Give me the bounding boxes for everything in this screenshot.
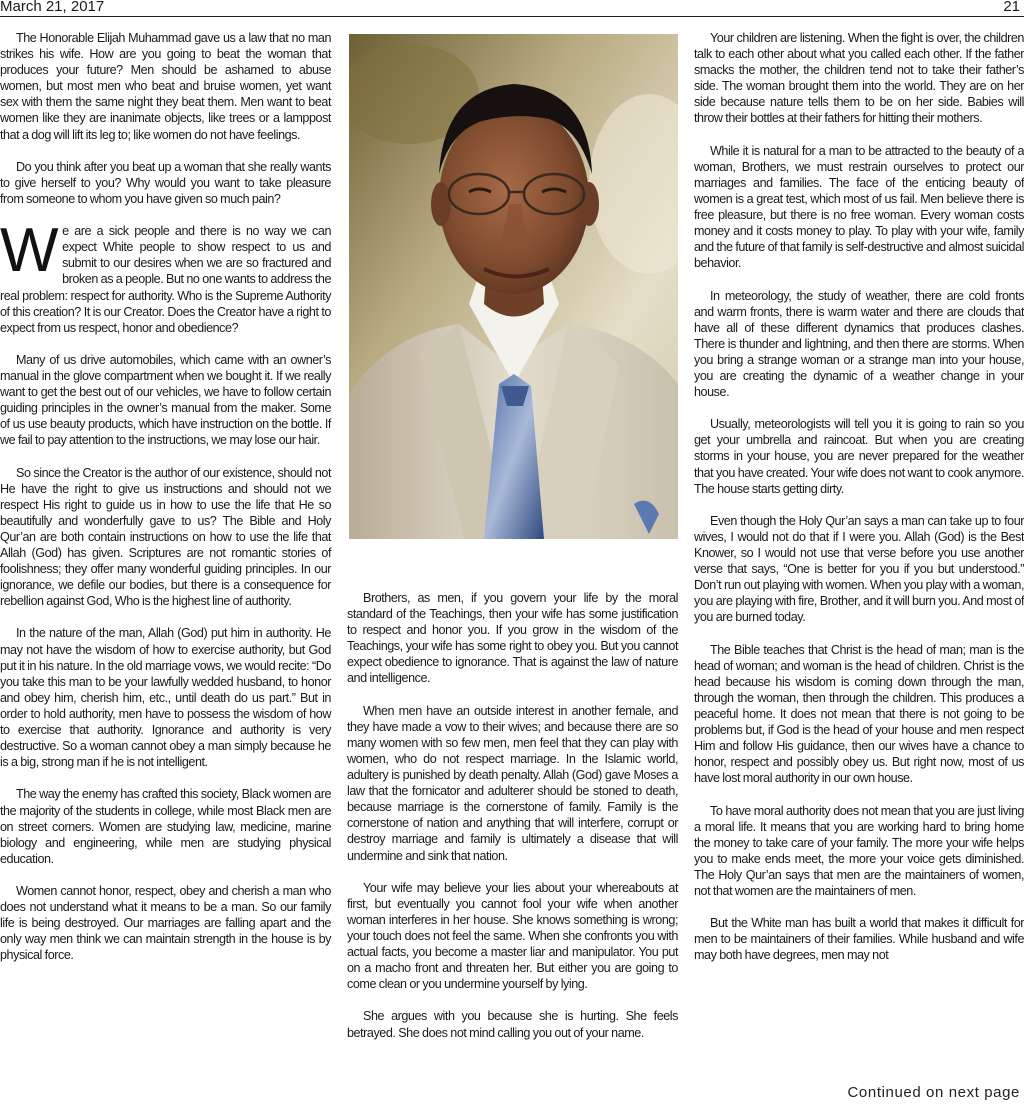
paragraph: Even though the Holy Qur’an says a man can take up to four wives, I would not do that if I were you. Allah (God) is the Best Knower, so I would not use that verse before you use another verse that says, “One is better for you if you but understood.” Don’t run out playing with women. When you play with a woman, you are playing with fire, Brother, and it will burn you. And most of you are burned today. <box>694 513 1024 625</box>
page-header <box>0 0 1024 17</box>
paragraph: Your children are listening. When the fight is over, the children talk to each other about what you called each other. If the father smacks the mother, the children tend not to take their father’s side. The woman brought them into the world. They are on her side because nature tells them to be on her side. Babies will throw their bottles at their fathers for hitting their mothers. <box>694 31 1024 126</box>
paragraph: But the White man has built a world that makes it difficult for men to be maintainers of their families. While husband and wife may both have degrees, men may not <box>694 916 1024 963</box>
paragraph: The Honorable Elijah Muhammad gave us a law that no man strikes his wife. How are you going to beat the woman that produces your future? Men should be ashamed to abuse women, but most men who beat and bruise women, yet want sex with them the same night they beat them. Men want to beat women like they are inanimate objects, like trees or a lamppost that a dog will lift its leg to; like women do not have feelings. <box>0 31 331 142</box>
portrait-photo <box>349 34 678 539</box>
paragraph-dropcap <box>0 216 331 336</box>
paragraph: Do you think after you beat up a woman that she really wants to give herself to you? Why would you want to take pleasure from someone to whom you have given so much pain? <box>0 159 331 206</box>
paragraph: She argues with you because she is hurting. She feels betrayed. She does not mind calling you out of your name. <box>347 1009 678 1040</box>
article-column-3 <box>694 30 1024 980</box>
paragraph: Brothers, as men, if you govern your life by the moral standard of the Teachings, then your wife has some justification to respect and honor you. If you grow in the wisdom of the Teachings, your wife has some right to obey you. But you cannot expect obedience to ignorance. That is against the law of nature and intelligence. <box>347 591 678 686</box>
paragraph: The way the enemy has crafted this society, Black women are the majority of the students in college, while most Black men are on street corners. Women are studying law, medicine, marine biology and engineering, while men are studying physical education. <box>0 787 331 866</box>
continued-notice: Continued on next page <box>847 1084 1020 1101</box>
paragraph: In meteorology, the study of weather, there are cold fronts and warm fronts, there is warm water and there are clouds that have all of these different dynamics that produces clashes. There is thunder and lightning, and then there are storms. When you bring a strange woman or a strange man into your house, you are creating the dynamic of a weather change in your house. <box>694 288 1024 400</box>
paragraph-text: e are a sick people and there is no way we can expect White people to show respect to us and submit to our desires when we are so fractured and broken as a people. But no one wants to address the real problem: respect for authority. Who is the Supreme Authority of this creation? It is our Creator. Does the Creator have a right to expect from us respect, honor and obedience? <box>0 224 331 335</box>
paragraph: The Bible teaches that Christ is the head of man; man is the head of woman; and woman is the head of children. Christ is the head because his wisdom is coming down through the man, through the woman, then through the children. This produces a peaceful home. It does not mean that there is not going to be problems but, if God is the head of your house and men respect Him and follow His guidance, then our wives have a chance to honor, respect and possibly obey us. But right now, most of us have lost moral authority in our own house. <box>694 642 1024 786</box>
page-number: 21 <box>1003 0 1020 15</box>
paragraph: Your wife may believe your lies about your whereabouts at first, but eventually you cannot fool your wife when another woman interferes in her house. She knows something is wrong; your touch does not feel the same. When she confronts you with actual facts, you become a master liar and manipulator. You put on a macho front and threaten her. But either you are going to come clean or you undermine yourself by lying. <box>347 880 678 992</box>
article-column-1 <box>0 30 331 980</box>
paragraph: So since the Creator is the author of our existence, should not He have the right to give us instructions and should not we respect His right to guide us in how to use the life that He so beautifully and wonderfully gave to us? The Bible and Holy Qur’an are both contain instructions on how to use the life that Allah (God) has given. Scriptures are not romantic stories of foolishness; they offer many wonderful guiding principles. In our ignorance, we defile our bodies, but there is a consequence for rebellion against God, Who is the highest line of authority. <box>0 465 331 609</box>
paragraph: Usually, meteorologists will tell you it is going to rain so you get your umbrella and raincoat. But when you are creating storms in your house, you are never prepared for the weather that you have created. Your wife does not want to cook anymore. The house starts getting dirty. <box>694 417 1024 496</box>
paragraph: Women cannot honor, respect, obey and cherish a man who does not understand what it means to be a man. So our family life is being destroyed. Our marriages are falling apart and the only way men think we can maintain strength in the house is by physical force. <box>0 883 331 963</box>
paragraph: When men have an outside interest in another female, and they have made a vow to their wives; and because there are so many women with so few men, men feel that they can play with women, who do not respect marriage. In the Islamic world, adultery is punished by death penalty. Allah (God) gave Moses a law that the fornicator and adulterer should be stoned to death, because marriage is the cornerstone of family. Family is the cornerstone of nation and anything that will interfere, corrupt or destroy marriage and family is ultimately a disease that will undermine and sink that nation. <box>347 703 678 863</box>
paragraph: To have moral authority does not mean that you are just living a moral life. It means that you are working hard to bring home the money to take care of your family. The more your wife helps you to make ends meet, the more your voice gets diminished. The Holy Qur’an says that men are the maintainers of women, not that women are the maintainers of men. <box>694 803 1024 898</box>
paragraph: Many of us drive automobiles, which came with an owner’s manual in the glove compartment when we bought it. If we really want to get the best out of our vehicles, we have to follow certain guiding principles in the owner’s manual from the maker. Some of us use beauty products, which have instruction on the bottle. If we fail to pay attention to the instructions, we may lose our hair. <box>0 352 331 448</box>
issue-date: March 21, 2017 <box>0 0 105 15</box>
article-column-2 <box>347 590 678 1057</box>
paragraph: In the nature of the man, Allah (God) put him in authority. He may not have the wisdom of how to exercise authority, but God put it in his nature. In the old marriage vows, we would recite: “Do you take this man to be your lawfully wedded husband, to honor and obey him, cherish him, etc., until death do us part.” But in order to hold authority, men have to possess the wisdom of how to exercise that authority. Ignorance and authority is very destructive. So a woman cannot obey a man simply because he is a big, strong man if he is not intelligent. <box>0 626 331 770</box>
portrait-illustration <box>349 34 678 539</box>
paragraph: While it is natural for a man to be attracted to the beauty of a woman, Brothers, we must restrain ourselves to protect our marriages and families. The face of the enticing beauty of women is a great test, which most of us fail. Men believe there is free pleasure, but there is no free woman. Every woman costs money and it costs money to play. To play with your wife, family and the future of that family is self-destructive and almost suicidal behavior. <box>694 143 1024 271</box>
drop-cap: W <box>0 216 59 286</box>
